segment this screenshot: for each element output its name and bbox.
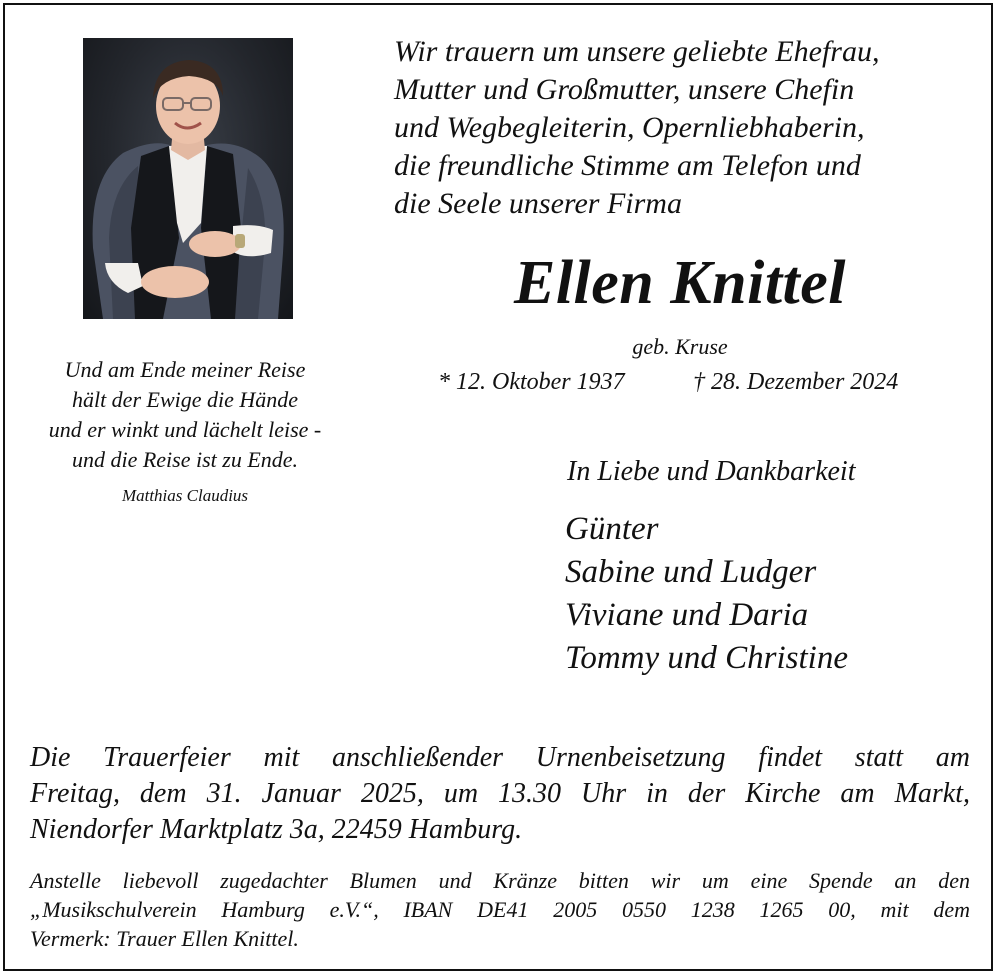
poem-line: und die Reise ist zu Ende. [71,447,299,472]
dedication: In Liebe und Dankbarkeit [567,456,856,487]
donation-line: „Musikschulverein Hamburg e.V.“, IBAN DE41 2005 0550 1238 1265 00, mit dem [30,897,970,922]
maiden-name: geb. Kruse [632,334,728,359]
portrait-photo [83,38,293,319]
deceased-name: Ellen Knittel [513,249,847,317]
ceremony-line: Freitag, dem 31. Januar 2025, um 13.30 Uhr in der Kirche am Markt, [30,778,970,809]
portrait-icon [83,38,293,319]
family-member: Günter [565,511,659,547]
intro-line: die Seele unserer Firma [394,187,682,220]
poem-line: Und am Ende meiner Reise [64,357,306,382]
poem-author: Matthias Claudius [121,486,249,505]
ceremony-line: Die Trauerfeier mit anschließender Urnenbeisetzung findet statt am [30,742,970,773]
intro-line: Wir trauern um unsere geliebte Ehefrau, [394,35,880,68]
family-member: Viviane und Daria [565,597,809,633]
poem [10,355,360,475]
ceremony-line: Niendorfer Marktplatz 3a, 22459 Hamburg. [30,814,523,845]
donation-line: Anstelle liebevoll zugedachter Blumen und Kränze bitten wir um eine Spende an den [30,868,970,893]
intro-line: die freundliche Stimme am Telefon und [394,149,861,182]
family-member: Sabine und Ludger [565,554,817,590]
poem-line: und er winkt und lächelt leise - [48,417,322,442]
family-list [565,508,848,680]
family-member: Tommy und Christine [565,640,848,676]
death-date: † 28. Dezember 2024 [693,369,899,395]
intro-line: Mutter und Großmutter, unsere Chefin [394,73,855,106]
intro-line: und Wegbegleiterin, Opernliebhaberin, [394,111,865,144]
donation-info [30,866,970,953]
poem-line: hält der Ewige die Hände [71,387,299,412]
birth-date: * 12. Oktober 1937 [438,369,625,395]
intro-text [394,33,984,223]
ceremony-info [30,740,970,848]
donation-line: Vermerk: Trauer Ellen Knittel. [30,926,299,951]
